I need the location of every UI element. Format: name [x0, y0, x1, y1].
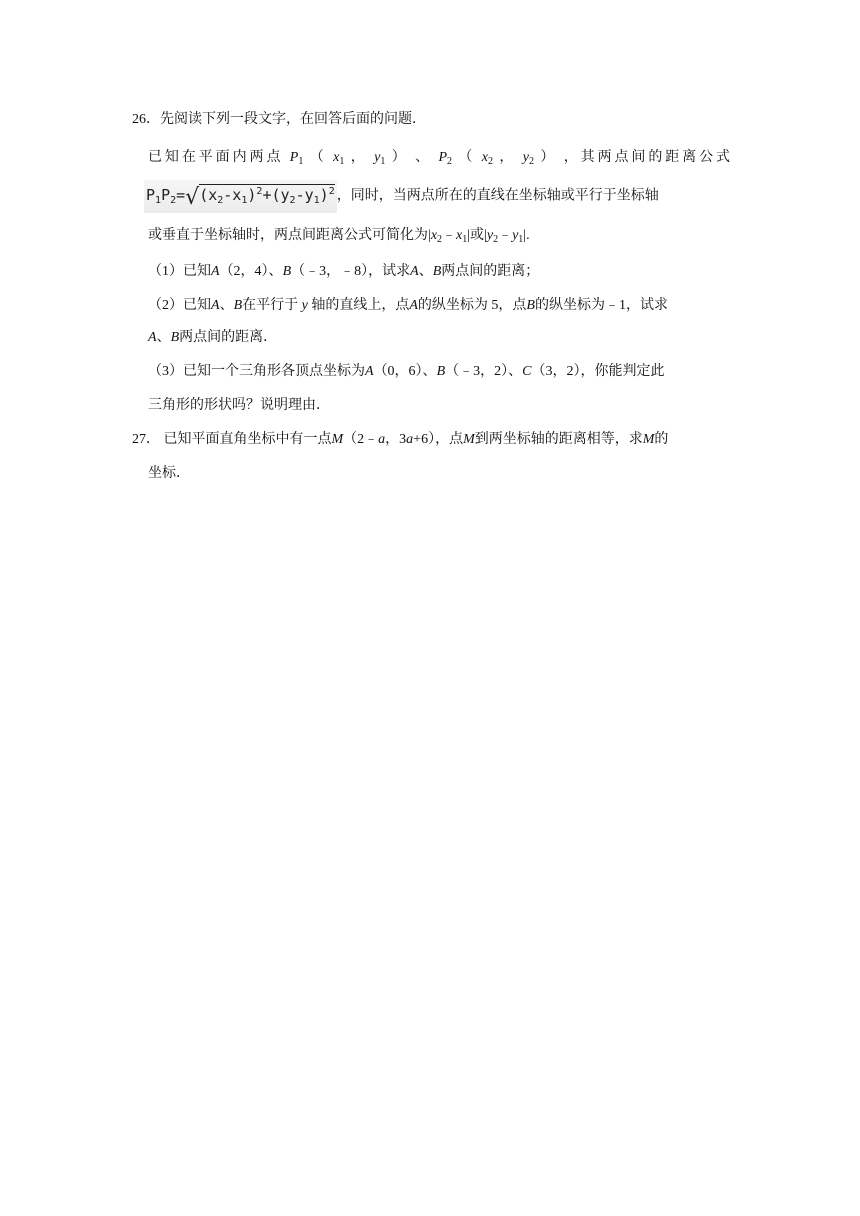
var: B	[233, 298, 243, 313]
text: （2，4）、	[219, 264, 283, 279]
var: C	[522, 364, 532, 379]
text: +6），点	[413, 432, 464, 447]
text: 三角形的形状吗？说明理由．	[148, 398, 330, 413]
var: A	[148, 330, 157, 345]
q26-line-1	[148, 148, 730, 168]
sub: 1	[155, 195, 162, 206]
q26-part-2-line-1	[148, 296, 668, 316]
var-y1: y	[374, 150, 381, 165]
text: ﹣	[442, 228, 457, 243]
question-27-line-2	[148, 464, 190, 484]
text: 在平行于	[242, 298, 299, 313]
text: 、	[418, 264, 433, 279]
text: 的纵坐标为﹣1，试求	[534, 298, 668, 313]
text: ）	[391, 150, 409, 165]
var-y2: y	[522, 150, 529, 165]
question-number: 26．	[132, 112, 160, 127]
var: B	[526, 298, 535, 313]
var: y	[512, 228, 519, 243]
text: ）	[540, 150, 558, 165]
text: 、	[156, 330, 171, 345]
text: （	[458, 150, 476, 165]
sub: 1	[518, 234, 524, 245]
text: ，	[350, 150, 368, 165]
q26-part-1	[148, 262, 539, 282]
sqrt	[185, 180, 335, 213]
text: 已知平面直角坐标中有一点	[163, 432, 332, 447]
q26-part-2-line-2	[148, 328, 277, 348]
var: A	[410, 264, 419, 279]
sub: 2	[447, 156, 452, 167]
sub: 1	[380, 156, 386, 167]
var: B	[432, 264, 442, 279]
var: A	[409, 298, 418, 313]
var: B	[436, 364, 446, 379]
var: y	[486, 228, 494, 243]
var: A	[211, 264, 220, 279]
text: ，同时，当两点所在的直线在坐标轴或平行于坐标轴	[336, 188, 659, 204]
text: （1）已知	[148, 264, 211, 279]
text: 坐标．	[148, 466, 190, 481]
formula-p: P	[161, 186, 171, 204]
text: 或垂直于坐标轴时，两点间距离公式可简化为|	[148, 228, 431, 243]
text: ，其两点间的距离公式	[563, 150, 731, 165]
radicand: $(x_2-x_1)^2+(y_2-y_1)^2$	[199, 186, 335, 206]
sqrt-icon: √	[185, 185, 200, 210]
var-p1: P	[289, 150, 299, 165]
var: y	[301, 298, 308, 313]
text: 、	[219, 298, 234, 313]
text: |.	[523, 228, 530, 243]
text: （2﹣	[343, 432, 379, 447]
text: 轴的直线上，点	[311, 298, 410, 313]
sub: 2	[528, 156, 534, 167]
var-p2: P	[438, 150, 447, 165]
text: 的	[654, 432, 669, 447]
sub: 2	[437, 234, 443, 245]
var: x	[430, 228, 438, 243]
q26-line-2	[144, 180, 659, 213]
q26-line-3	[148, 226, 530, 246]
text: （﹣3，﹣8），试求	[291, 264, 411, 279]
formula-p: P	[146, 186, 156, 204]
question-27-line-1	[132, 430, 668, 450]
var: a	[406, 432, 414, 447]
q26-part-3-line-2	[148, 396, 330, 416]
q26-part-3-line-1	[148, 362, 664, 382]
sub: 1	[298, 156, 304, 167]
text: ，	[499, 150, 517, 165]
text: 到两坐标轴的距离相等，求	[474, 432, 643, 447]
var: B	[282, 264, 292, 279]
text: 两点间的距离．	[179, 330, 278, 345]
question-number: 27．	[132, 432, 160, 447]
text: ﹣	[498, 228, 513, 243]
text: 的纵坐标为 5，点	[417, 298, 527, 313]
var: A	[365, 364, 374, 379]
text: （﹣3，2）、	[445, 364, 523, 379]
text: （0，6）、	[373, 364, 437, 379]
distance-formula-image	[144, 180, 337, 213]
sub: 2	[493, 234, 499, 245]
var: M	[463, 432, 475, 447]
var-x1: x	[333, 150, 340, 165]
var: x	[456, 228, 463, 243]
var: a	[378, 432, 386, 447]
formula-eq: =	[176, 186, 186, 204]
sub: 2	[487, 156, 493, 167]
sub: 1	[462, 234, 468, 245]
var-x2: x	[481, 150, 488, 165]
text: |或|	[467, 228, 487, 243]
text: （2）已知	[148, 298, 211, 313]
text: （3）已知一个三角形各顶点坐标为	[148, 364, 365, 379]
text: （3，2），你能判定此	[531, 364, 665, 379]
text: 两点间的距离；	[441, 264, 540, 279]
var: A	[211, 298, 220, 313]
question-title: 先阅读下列一段文字，在回答后面的问题．	[160, 112, 426, 127]
var: B	[170, 330, 180, 345]
text: ，3	[385, 432, 407, 447]
text: 已知在平面内两点	[148, 150, 284, 165]
text: （	[309, 150, 327, 165]
sub: 1	[339, 156, 345, 167]
sub: 2	[170, 195, 177, 206]
var: M	[331, 432, 344, 447]
var: M	[642, 432, 655, 447]
text: 、	[415, 150, 433, 165]
question-26-heading	[132, 110, 426, 130]
